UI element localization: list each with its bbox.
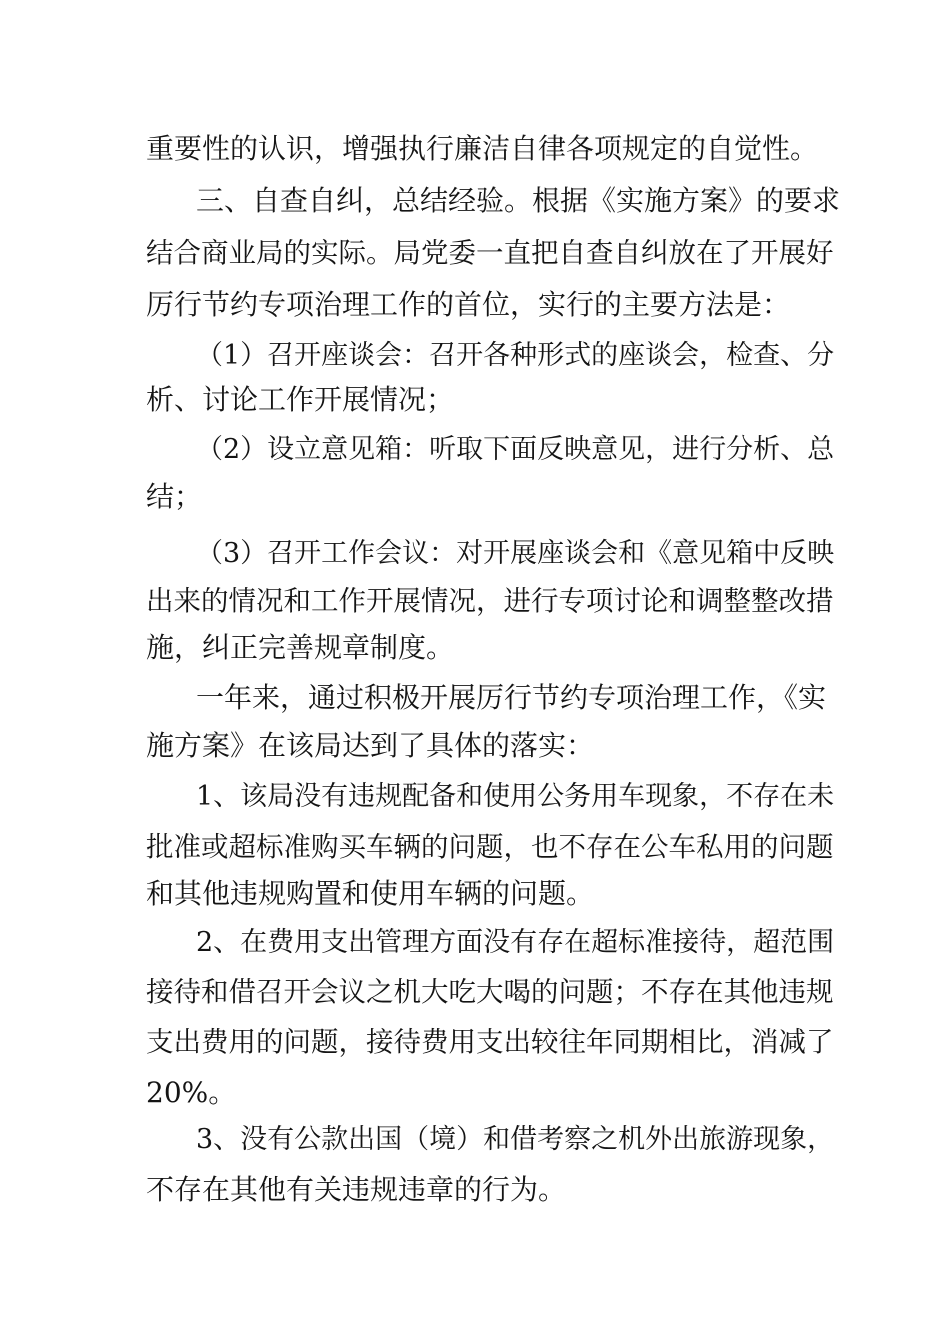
- text-line: 20%。: [146, 1076, 237, 1109]
- text-line: 和其他违规购置和使用车辆的问题。: [146, 877, 595, 910]
- text-line: 三、自查自纠，总结经验。根据《实施方案》的要求: [196, 184, 841, 217]
- text-line: 析、讨论工作开展情况；: [146, 383, 455, 416]
- text-line: 不存在其他有关违规违章的行为。: [146, 1173, 567, 1206]
- text-line: 结合商业局的实际。局党委一直把自查自纠放在了开展好: [146, 237, 834, 269]
- text-line: 一年来，通过积极开展厉行节约专项治理工作，《实: [196, 681, 827, 714]
- text-line: 支出费用的问题，接待费用支出较往年同期相比，消减了: [146, 1026, 834, 1058]
- text-line: 厉行节约专项治理工作的首位，实行的主要方法是：: [146, 288, 791, 321]
- text-line: （3）召开工作会议：对开展座谈会和《意见箱中反映: [196, 538, 835, 569]
- text-line: （1）召开座谈会：召开各种形式的座谈会，检查、分: [196, 340, 835, 371]
- text-line: 重要性的认识，增强执行廉洁自律各项规定的自觉性。: [146, 132, 819, 165]
- text-line: 2、在费用支出管理方面没有存在超标准接待，超范围: [196, 927, 835, 958]
- text-line: 施，纠正完善规章制度。: [146, 631, 455, 664]
- text-line: 接待和借召开会议之机大吃大喝的问题；不存在其他违规: [146, 976, 834, 1008]
- text-line: 3、没有公款出国（境）和借考察之机外出旅游现象，: [196, 1124, 835, 1155]
- text-line: 批准或超标准购买车辆的问题，也不存在公车私用的问题: [146, 831, 834, 863]
- text-line: 1、该局没有违规配备和使用公务用车现象，不存在未: [196, 781, 835, 812]
- text-line: （2）设立意见箱：听取下面反映意见，进行分析、总: [196, 434, 835, 465]
- text-line: 结；: [146, 480, 203, 513]
- text-line: 出来的情况和工作开展情况，进行专项讨论和调整整改措: [146, 585, 834, 617]
- text-line: 施方案》在该局达到了具体的落实：: [146, 729, 595, 762]
